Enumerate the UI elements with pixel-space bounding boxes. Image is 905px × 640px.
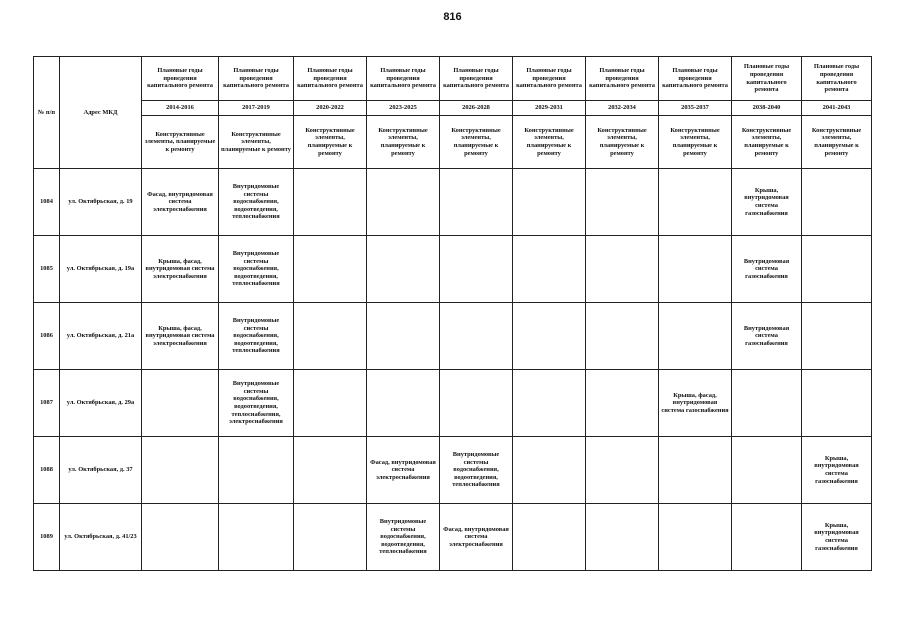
plan-years-header: Плановые годы проведения капитального ремонта [659, 57, 732, 101]
elements-header: Конструктивные элементы, планируемые к ремонту [513, 116, 586, 169]
work-cell [440, 236, 513, 303]
work-cell: Фасад, внутридомовая система электроснабжения [440, 504, 513, 571]
header-row-periods [34, 101, 872, 116]
work-cell: Внутридомовая система газоснабжения [732, 303, 802, 370]
elements-header: Конструктивные элементы, планируемые к ремонту [142, 116, 219, 169]
page-number: 816 [443, 11, 462, 23]
work-cell [586, 236, 659, 303]
row-number: 1084 [34, 169, 60, 236]
work-cell: Крыша, фасад, внутридомовая система газоснабжения [659, 370, 732, 437]
row-number: 1085 [34, 236, 60, 303]
elements-header: Конструктивные элементы, планируемые к ремонту [294, 116, 367, 169]
table-row [34, 303, 872, 370]
work-cell: Внутридомовые системы водоснабжения, водоотведения, теплоснабжения [219, 303, 294, 370]
work-cell: Крыша, фасад, внутридомовая система электроснабжения [142, 303, 219, 370]
period-header: 2032-2034 [586, 101, 659, 116]
row-number: 1088 [34, 437, 60, 504]
row-address: ул. Октябрьская, д. 41/23 [60, 504, 142, 571]
plan-years-header: Плановые годы проведения капитального ремонта [219, 57, 294, 101]
work-cell: Крыша, внутридомовая система газоснабжения [802, 504, 872, 571]
row-number: 1086 [34, 303, 60, 370]
table-row [34, 370, 872, 437]
table-row [34, 169, 872, 236]
capital-repair-table [33, 56, 872, 571]
period-header: 2014-2016 [142, 101, 219, 116]
work-cell [586, 169, 659, 236]
table-row [34, 236, 872, 303]
table-row [34, 504, 872, 571]
work-cell [294, 504, 367, 571]
work-cell [294, 437, 367, 504]
work-cell: Внутридомовые системы водоснабжения, водоотведения, теплоснабжения [219, 169, 294, 236]
period-header: 2035-2037 [659, 101, 732, 116]
period-header: 2038-2040 [732, 101, 802, 116]
elements-header: Конструктивные элементы, планируемые к ремонту [367, 116, 440, 169]
column-header-address: Адрес МКД [60, 57, 142, 169]
period-header: 2020-2022 [294, 101, 367, 116]
work-cell [732, 504, 802, 571]
work-cell [586, 370, 659, 437]
header-row-elements [34, 116, 872, 169]
row-address: ул. Октябрьская, д. 37 [60, 437, 142, 504]
row-number: 1087 [34, 370, 60, 437]
work-cell [659, 236, 732, 303]
plan-years-header: Плановые годы проведения капитального ремонта [142, 57, 219, 101]
work-cell [142, 437, 219, 504]
row-address: ул. Октябрьская, д. 19а [60, 236, 142, 303]
work-cell [142, 504, 219, 571]
work-cell [513, 370, 586, 437]
work-cell [659, 504, 732, 571]
work-cell: Крыша, внутридомовая система газоснабжения [802, 437, 872, 504]
elements-header: Конструктивные элементы, планируемые к ремонту [440, 116, 513, 169]
period-header: 2026-2028 [440, 101, 513, 116]
work-cell [440, 370, 513, 437]
work-cell [659, 437, 732, 504]
elements-header: Конструктивные элементы, планируемые к ремонту [659, 116, 732, 169]
work-cell: Внутридомовая система газоснабжения [732, 236, 802, 303]
work-cell [513, 504, 586, 571]
work-cell [142, 370, 219, 437]
work-cell [513, 303, 586, 370]
work-cell: Фасад, внутридомовая система электроснабжения [142, 169, 219, 236]
work-cell [513, 437, 586, 504]
plan-years-header: Плановые годы проведения капитального ремонта [513, 57, 586, 101]
work-cell [367, 370, 440, 437]
work-cell [219, 504, 294, 571]
period-header: 2017-2019 [219, 101, 294, 116]
row-address: ул. Октябрьская, д. 19 [60, 169, 142, 236]
plan-years-header: Плановые годы проведения капитального ремонта [440, 57, 513, 101]
elements-header: Конструктивные элементы, планируемые к ремонту [219, 116, 294, 169]
work-cell [294, 370, 367, 437]
work-cell [440, 303, 513, 370]
column-header-number: № п/п [34, 57, 60, 169]
work-cell [659, 303, 732, 370]
work-cell [586, 303, 659, 370]
work-cell [294, 303, 367, 370]
work-cell [802, 236, 872, 303]
row-number: 1089 [34, 504, 60, 571]
row-address: ул. Октябрьская, д. 21а [60, 303, 142, 370]
work-cell [367, 169, 440, 236]
work-cell [513, 169, 586, 236]
header-row-plan [34, 57, 872, 101]
plan-years-header: Плановые годы проведения капитального ремонта [586, 57, 659, 101]
period-header: 2023-2025 [367, 101, 440, 116]
period-header: 2029-2031 [513, 101, 586, 116]
work-cell [440, 169, 513, 236]
plan-years-header: Плановые годы проведения капитального ремонта [802, 57, 872, 101]
period-header: 2041-2043 [802, 101, 872, 116]
table-row [34, 437, 872, 504]
work-cell: Фасад, внутридомовая система электроснабжения [367, 437, 440, 504]
work-cell [219, 437, 294, 504]
work-cell: Крыша, внутридомовая система газоснабжения [732, 169, 802, 236]
plan-years-header: Плановые годы проведения капитального ремонта [732, 57, 802, 101]
work-cell: Внутридомовые системы водоснабжения, водоотведения, теплоснабжения [219, 236, 294, 303]
work-cell [802, 370, 872, 437]
work-cell: Крыша, фасад, внутридомовая система электроснабжения [142, 236, 219, 303]
plan-years-header: Плановые годы проведения капитального ремонта [367, 57, 440, 101]
work-cell [732, 370, 802, 437]
work-cell: Внутридомовые системы водоснабжения, водоотведения, теплоснабжения, электроснабжения [219, 370, 294, 437]
work-cell [586, 437, 659, 504]
work-cell [367, 236, 440, 303]
work-cell [802, 303, 872, 370]
work-cell [732, 437, 802, 504]
work-cell [802, 169, 872, 236]
work-cell: Внутридомовые системы водоснабжения, водоотведения, теплоснабжения [367, 504, 440, 571]
work-cell [294, 236, 367, 303]
work-cell [659, 169, 732, 236]
work-cell [513, 236, 586, 303]
elements-header: Конструктивные элементы, планируемые к ремонту [732, 116, 802, 169]
work-cell [294, 169, 367, 236]
work-cell: Внутридомовые системы водоснабжения, водоотведения, теплоснабжения [440, 437, 513, 504]
elements-header: Конструктивные элементы, планируемые к ремонту [802, 116, 872, 169]
plan-years-header: Плановые годы проведения капитального ремонта [294, 57, 367, 101]
work-cell [586, 504, 659, 571]
work-cell [367, 303, 440, 370]
row-address: ул. Октябрьская, д. 29а [60, 370, 142, 437]
elements-header: Конструктивные элементы, планируемые к ремонту [586, 116, 659, 169]
